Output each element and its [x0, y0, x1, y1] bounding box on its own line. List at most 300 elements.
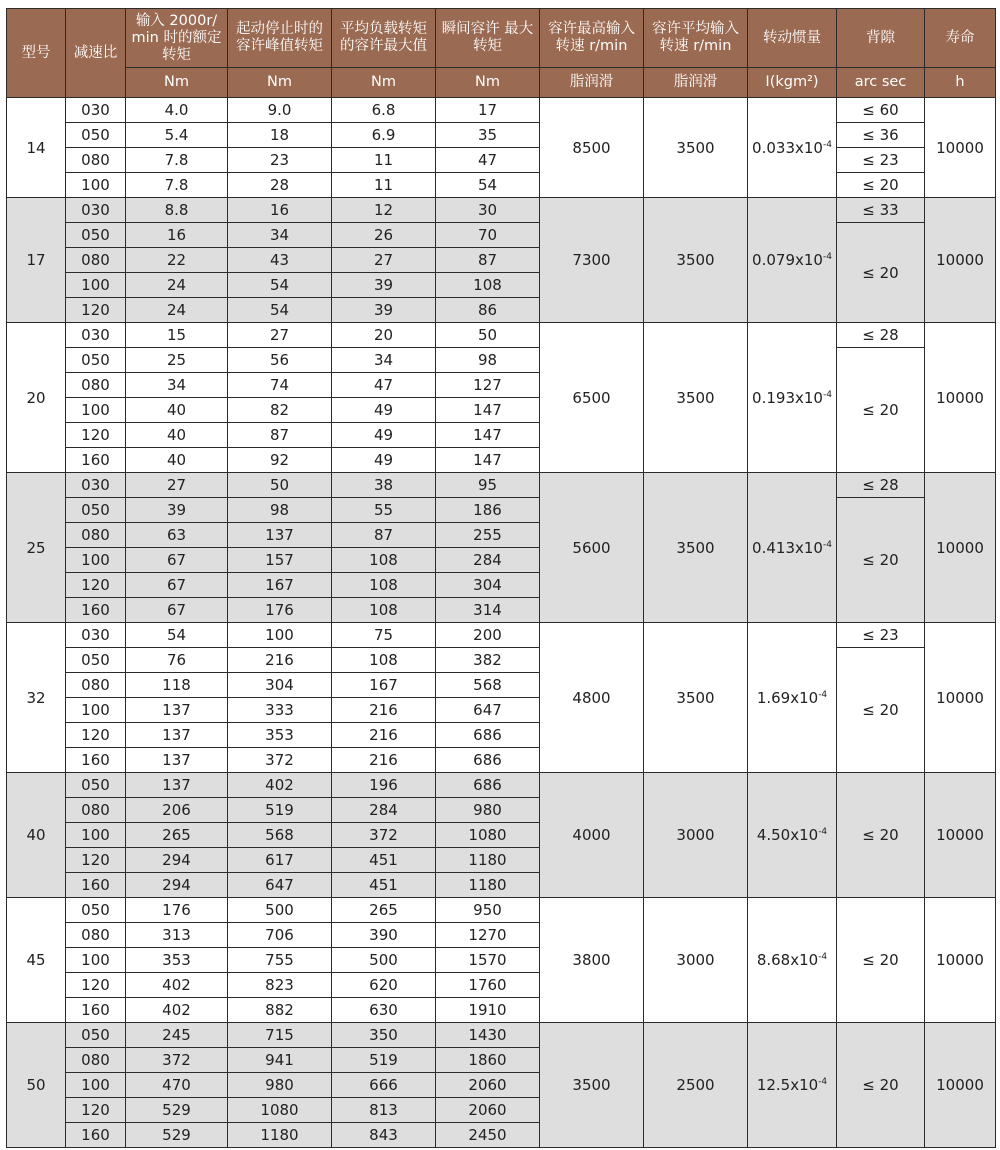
peak-torque-cell: 1180 [228, 1123, 332, 1148]
instant-torque-cell: 1080 [436, 823, 540, 848]
instant-torque-cell: 1910 [436, 998, 540, 1023]
header-max-input-speed: 容许最高输入 转速 r/min [540, 9, 644, 68]
backlash-cell: ≤ 20 [837, 173, 925, 198]
rated-torque-cell: 137 [126, 773, 228, 798]
avg-load-torque-cell: 108 [332, 648, 436, 673]
avg-load-torque-cell: 500 [332, 948, 436, 973]
rated-torque-cell: 67 [126, 573, 228, 598]
model-cell: 40 [7, 773, 66, 898]
peak-torque-cell: 16 [228, 198, 332, 223]
inertia-exponent: -4 [818, 1077, 828, 1087]
unit-inertia: I(kgm²) [748, 68, 837, 98]
instant-torque-cell: 1570 [436, 948, 540, 973]
instant-torque-cell: 147 [436, 448, 540, 473]
instant-torque-cell: 255 [436, 523, 540, 548]
rated-torque-cell: 4.0 [126, 98, 228, 123]
model-cell: 25 [7, 473, 66, 623]
backlash-cell: ≤ 33 [837, 198, 925, 223]
instant-torque-cell: 1860 [436, 1048, 540, 1073]
table-row [7, 623, 996, 648]
avg-load-torque-cell: 34 [332, 348, 436, 373]
peak-torque-cell: 50 [228, 473, 332, 498]
rated-torque-cell: 402 [126, 973, 228, 998]
inertia-value: 1.69x10 [756, 688, 819, 707]
avg-load-torque-cell: 47 [332, 373, 436, 398]
unit-instant-torque: Nm [436, 68, 540, 98]
inertia-exponent: -4 [822, 252, 832, 262]
max-input-speed-cell: 3500 [540, 1023, 644, 1148]
table-row [7, 773, 996, 798]
avg-load-torque-cell: 620 [332, 973, 436, 998]
ratio-cell: 080 [66, 248, 126, 273]
ratio-cell: 050 [66, 1023, 126, 1048]
instant-torque-cell: 50 [436, 323, 540, 348]
inertia-exponent: -4 [822, 539, 832, 550]
avg-load-torque-cell: 108 [332, 598, 436, 623]
backlash-cell: ≤ 23 [837, 148, 925, 173]
ratio-cell: 030 [66, 198, 126, 223]
rated-torque-cell: 34 [126, 373, 228, 398]
instant-torque-cell: 127 [436, 373, 540, 398]
ratio-cell: 050 [66, 648, 126, 673]
ratio-cell: 100 [66, 698, 126, 723]
header-peak-torque: 起动停止时的 容许峰值转矩 [228, 9, 332, 68]
rated-torque-cell: 294 [126, 873, 228, 898]
model-cell: 14 [7, 98, 66, 198]
model-group [7, 1023, 996, 1148]
avg-load-torque-cell: 108 [332, 573, 436, 598]
rated-torque-cell: 54 [126, 623, 228, 648]
avg-load-torque-cell: 216 [332, 723, 436, 748]
ratio-cell: 160 [66, 873, 126, 898]
peak-torque-cell: 18 [228, 123, 332, 148]
instant-torque-cell: 186 [436, 498, 540, 523]
avg-load-torque-cell: 26 [332, 223, 436, 248]
inertia-value: 12.5x10 [756, 1076, 819, 1094]
peak-torque-cell: 823 [228, 973, 332, 998]
peak-torque-cell: 54 [228, 273, 332, 298]
avg-load-torque-cell: 87 [332, 523, 436, 548]
ratio-cell: 160 [66, 448, 126, 473]
avg-load-torque-cell: 284 [332, 798, 436, 823]
inertia-exponent: -4 [818, 827, 828, 837]
life-cell: 10000 [925, 773, 996, 898]
inertia-cell [748, 1023, 837, 1148]
model-group [7, 98, 996, 198]
life-cell: 10000 [925, 898, 996, 1023]
table-row [7, 473, 996, 498]
instant-torque-cell: 980 [436, 798, 540, 823]
peak-torque-cell: 98 [228, 498, 332, 523]
backlash-cell: ≤ 60 [837, 98, 925, 123]
ratio-cell: 030 [66, 623, 126, 648]
avg-input-speed-cell: 3500 [644, 623, 748, 773]
rated-torque-cell: 16 [126, 223, 228, 248]
peak-torque-cell: 216 [228, 648, 332, 673]
peak-torque-cell: 1080 [228, 1098, 332, 1123]
avg-load-torque-cell: 451 [332, 848, 436, 873]
instant-torque-cell: 98 [436, 348, 540, 373]
rated-torque-cell: 294 [126, 848, 228, 873]
header-model: 型号 [7, 9, 66, 98]
avg-load-torque-cell: 372 [332, 823, 436, 848]
backlash-cell: ≤ 20 [837, 223, 925, 323]
ratio-cell: 100 [66, 1073, 126, 1098]
instant-torque-cell: 686 [436, 748, 540, 773]
instant-torque-cell: 686 [436, 773, 540, 798]
instant-torque-cell: 108 [436, 273, 540, 298]
avg-load-torque-cell: 196 [332, 773, 436, 798]
table-row [7, 198, 996, 223]
rated-torque-cell: 265 [126, 823, 228, 848]
avg-load-torque-cell: 55 [332, 498, 436, 523]
avg-load-torque-cell: 49 [332, 423, 436, 448]
rated-torque-cell: 5.4 [126, 123, 228, 148]
instant-torque-cell: 30 [436, 198, 540, 223]
ratio-cell: 030 [66, 323, 126, 348]
ratio-cell: 050 [66, 773, 126, 798]
rated-torque-cell: 63 [126, 523, 228, 548]
rated-torque-cell: 137 [126, 748, 228, 773]
rated-torque-cell: 529 [126, 1098, 228, 1123]
avg-input-speed-cell: 3000 [644, 773, 748, 898]
inertia-value: 0.079x10 [752, 251, 823, 269]
ratio-cell: 120 [66, 298, 126, 323]
table-row [7, 898, 996, 923]
rated-torque-cell: 470 [126, 1073, 228, 1098]
backlash-cell: ≤ 20 [837, 348, 925, 473]
header-avg-input-speed: 容许平均输入 转速 r/min [644, 9, 748, 68]
avg-load-torque-cell: 39 [332, 298, 436, 323]
ratio-cell: 030 [66, 98, 126, 123]
peak-torque-cell: 43 [228, 248, 332, 273]
peak-torque-cell: 304 [228, 673, 332, 698]
avg-input-speed-cell: 3500 [644, 198, 748, 323]
instant-torque-cell: 1180 [436, 873, 540, 898]
life-cell: 10000 [925, 98, 996, 198]
table-row [7, 223, 996, 248]
table-row [7, 498, 996, 523]
backlash-cell: ≤ 20 [837, 1023, 925, 1148]
instant-torque-cell: 284 [436, 548, 540, 573]
peak-torque-cell: 500 [228, 898, 332, 923]
avg-load-torque-cell: 167 [332, 673, 436, 698]
rated-torque-cell: 27 [126, 473, 228, 498]
peak-torque-cell: 353 [228, 723, 332, 748]
life-cell: 10000 [925, 323, 996, 473]
avg-load-torque-cell: 216 [332, 698, 436, 723]
peak-torque-cell: 82 [228, 398, 332, 423]
rated-torque-cell: 313 [126, 923, 228, 948]
instant-torque-cell: 382 [436, 648, 540, 673]
backlash-cell: ≤ 28 [837, 473, 925, 498]
rated-torque-cell: 39 [126, 498, 228, 523]
rated-torque-cell: 176 [126, 898, 228, 923]
peak-torque-cell: 176 [228, 598, 332, 623]
ratio-cell: 050 [66, 898, 126, 923]
backlash-cell: ≤ 20 [837, 498, 925, 623]
unit-avg-load-torque: Nm [332, 68, 436, 98]
table-row [7, 123, 996, 148]
rated-torque-cell: 402 [126, 998, 228, 1023]
instant-torque-cell: 47 [436, 148, 540, 173]
ratio-cell: 100 [66, 173, 126, 198]
backlash-cell: ≤ 28 [837, 323, 925, 348]
header-rated-torque: 输入 2000r/ min 时的额定转矩 [126, 9, 228, 68]
instant-torque-cell: 70 [436, 223, 540, 248]
header-row [7, 9, 996, 68]
model-cell: 50 [7, 1023, 66, 1148]
rated-torque-cell: 353 [126, 948, 228, 973]
model-cell: 17 [7, 198, 66, 323]
unit-avg-input-speed: 脂润滑 [644, 68, 748, 98]
model-group [7, 898, 996, 1023]
rated-torque-cell: 67 [126, 598, 228, 623]
model-group [7, 623, 996, 773]
avg-load-torque-cell: 75 [332, 623, 436, 648]
rated-torque-cell: 40 [126, 398, 228, 423]
avg-load-torque-cell: 11 [332, 148, 436, 173]
instant-torque-cell: 568 [436, 673, 540, 698]
table-row [7, 348, 996, 373]
instant-torque-cell: 686 [436, 723, 540, 748]
rated-torque-cell: 529 [126, 1123, 228, 1148]
table-row [7, 648, 996, 673]
inertia-exponent: -4 [818, 952, 828, 962]
peak-torque-cell: 9.0 [228, 98, 332, 123]
table-row [7, 1023, 996, 1048]
instant-torque-cell: 147 [436, 398, 540, 423]
ratio-cell: 050 [66, 348, 126, 373]
peak-torque-cell: 755 [228, 948, 332, 973]
ratio-cell: 050 [66, 498, 126, 523]
instant-torque-cell: 2060 [436, 1098, 540, 1123]
rated-torque-cell: 245 [126, 1023, 228, 1048]
life-cell: 10000 [925, 1023, 996, 1148]
peak-torque-cell: 28 [228, 173, 332, 198]
ratio-cell: 160 [66, 1123, 126, 1148]
ratio-cell: 050 [66, 223, 126, 248]
avg-load-torque-cell: 39 [332, 273, 436, 298]
rated-torque-cell: 372 [126, 1048, 228, 1073]
avg-load-torque-cell: 350 [332, 1023, 436, 1048]
table-row [7, 323, 996, 348]
model-group [7, 198, 996, 323]
peak-torque-cell: 157 [228, 548, 332, 573]
peak-torque-cell: 402 [228, 773, 332, 798]
unit-rated-torque: Nm [126, 68, 228, 98]
ratio-cell: 120 [66, 423, 126, 448]
inertia-cell [748, 898, 837, 1023]
inertia-value: 0.193x10 [752, 388, 823, 407]
inertia-cell [748, 98, 837, 198]
unit-life: h [925, 68, 996, 98]
peak-torque-cell: 27 [228, 323, 332, 348]
peak-torque-cell: 941 [228, 1048, 332, 1073]
max-input-speed-cell: 8500 [540, 98, 644, 198]
avg-input-speed-cell: 3000 [644, 898, 748, 1023]
avg-load-torque-cell: 11 [332, 173, 436, 198]
instant-torque-cell: 1430 [436, 1023, 540, 1048]
ratio-cell: 080 [66, 373, 126, 398]
peak-torque-cell: 372 [228, 748, 332, 773]
ratio-cell: 050 [66, 123, 126, 148]
ratio-cell: 120 [66, 573, 126, 598]
avg-input-speed-cell: 2500 [644, 1023, 748, 1148]
instant-torque-cell: 17 [436, 98, 540, 123]
table-header [7, 9, 996, 98]
avg-load-torque-cell: 12 [332, 198, 436, 223]
ratio-cell: 080 [66, 923, 126, 948]
instant-torque-cell: 304 [436, 573, 540, 598]
inertia-cell [748, 473, 837, 623]
instant-torque-cell: 54 [436, 173, 540, 198]
rated-torque-cell: 76 [126, 648, 228, 673]
ratio-cell: 030 [66, 473, 126, 498]
peak-torque-cell: 617 [228, 848, 332, 873]
rated-torque-cell: 40 [126, 423, 228, 448]
ratio-cell: 100 [66, 948, 126, 973]
header-backlash: 背隙 [837, 9, 925, 68]
backlash-cell: ≤ 20 [837, 648, 925, 773]
instant-torque-cell: 2060 [436, 1073, 540, 1098]
avg-load-torque-cell: 49 [332, 448, 436, 473]
table-row [7, 148, 996, 173]
unit-max-input-speed: 脂润滑 [540, 68, 644, 98]
ratio-cell: 160 [66, 998, 126, 1023]
inertia-cell [748, 623, 837, 773]
inertia-value: 0.033x10 [752, 138, 823, 157]
table-row [7, 173, 996, 198]
backlash-cell: ≤ 36 [837, 123, 925, 148]
peak-torque-cell: 137 [228, 523, 332, 548]
instant-torque-cell: 314 [436, 598, 540, 623]
avg-input-speed-cell: 3500 [644, 98, 748, 198]
max-input-speed-cell: 6500 [540, 323, 644, 473]
model-cell: 20 [7, 323, 66, 473]
model-group [7, 323, 996, 473]
ratio-cell: 100 [66, 398, 126, 423]
table-row [7, 98, 996, 123]
peak-torque-cell: 519 [228, 798, 332, 823]
ratio-cell: 080 [66, 148, 126, 173]
inertia-exponent: -4 [822, 389, 832, 400]
avg-load-torque-cell: 843 [332, 1123, 436, 1148]
ratio-cell: 080 [66, 798, 126, 823]
rated-torque-cell: 22 [126, 248, 228, 273]
avg-load-torque-cell: 519 [332, 1048, 436, 1073]
instant-torque-cell: 1180 [436, 848, 540, 873]
peak-torque-cell: 980 [228, 1073, 332, 1098]
header-avg-load-torque: 平均负载转矩 的容许最大值 [332, 9, 436, 68]
ratio-cell: 100 [66, 548, 126, 573]
ratio-cell: 100 [66, 273, 126, 298]
max-input-speed-cell: 4800 [540, 623, 644, 773]
peak-torque-cell: 54 [228, 298, 332, 323]
ratio-cell: 160 [66, 748, 126, 773]
avg-load-torque-cell: 20 [332, 323, 436, 348]
peak-torque-cell: 100 [228, 623, 332, 648]
instant-torque-cell: 86 [436, 298, 540, 323]
peak-torque-cell: 882 [228, 998, 332, 1023]
peak-torque-cell: 568 [228, 823, 332, 848]
model-group [7, 773, 996, 898]
peak-torque-cell: 706 [228, 923, 332, 948]
ratio-cell: 120 [66, 848, 126, 873]
unit-backlash: arc sec [837, 68, 925, 98]
rated-torque-cell: 137 [126, 723, 228, 748]
inertia-value: 0.413x10 [752, 538, 823, 557]
backlash-cell: ≤ 20 [837, 773, 925, 898]
peak-torque-cell: 167 [228, 573, 332, 598]
ratio-cell: 100 [66, 823, 126, 848]
peak-torque-cell: 23 [228, 148, 332, 173]
peak-torque-cell: 87 [228, 423, 332, 448]
avg-input-speed-cell: 3500 [644, 473, 748, 623]
unit-peak-torque: Nm [228, 68, 332, 98]
max-input-speed-cell: 5600 [540, 473, 644, 623]
avg-load-torque-cell: 451 [332, 873, 436, 898]
avg-load-torque-cell: 108 [332, 548, 436, 573]
life-cell: 10000 [925, 623, 996, 773]
ratio-cell: 120 [66, 723, 126, 748]
rated-torque-cell: 15 [126, 323, 228, 348]
instant-torque-cell: 1270 [436, 923, 540, 948]
instant-torque-cell: 35 [436, 123, 540, 148]
rated-torque-cell: 40 [126, 448, 228, 473]
header-ratio: 减速比 [66, 9, 126, 98]
max-input-speed-cell: 7300 [540, 198, 644, 323]
rated-torque-cell: 206 [126, 798, 228, 823]
instant-torque-cell: 95 [436, 473, 540, 498]
backlash-cell: ≤ 20 [837, 898, 925, 1023]
ratio-cell: 080 [66, 673, 126, 698]
instant-torque-cell: 147 [436, 423, 540, 448]
backlash-cell: ≤ 23 [837, 623, 925, 648]
instant-torque-cell: 647 [436, 698, 540, 723]
inertia-cell [748, 198, 837, 323]
model-group [7, 473, 996, 623]
instant-torque-cell: 2450 [436, 1123, 540, 1148]
avg-load-torque-cell: 6.8 [332, 98, 436, 123]
model-cell: 32 [7, 623, 66, 773]
rated-torque-cell: 24 [126, 298, 228, 323]
inertia-value: 8.68x10 [756, 951, 819, 969]
avg-input-speed-cell: 3500 [644, 323, 748, 473]
ratio-cell: 080 [66, 523, 126, 548]
spec-table [6, 8, 996, 1148]
avg-load-torque-cell: 265 [332, 898, 436, 923]
ratio-cell: 160 [66, 598, 126, 623]
model-cell: 45 [7, 898, 66, 1023]
inertia-exponent: -4 [822, 139, 832, 150]
avg-load-torque-cell: 27 [332, 248, 436, 273]
rated-torque-cell: 67 [126, 548, 228, 573]
unit-row [7, 68, 996, 98]
avg-load-torque-cell: 666 [332, 1073, 436, 1098]
rated-torque-cell: 24 [126, 273, 228, 298]
inertia-cell [748, 323, 837, 473]
rated-torque-cell: 7.8 [126, 173, 228, 198]
header-life: 寿命 [925, 9, 996, 68]
instant-torque-cell: 950 [436, 898, 540, 923]
peak-torque-cell: 333 [228, 698, 332, 723]
rated-torque-cell: 137 [126, 698, 228, 723]
ratio-cell: 120 [66, 1098, 126, 1123]
peak-torque-cell: 715 [228, 1023, 332, 1048]
rated-torque-cell: 8.8 [126, 198, 228, 223]
rated-torque-cell: 7.8 [126, 148, 228, 173]
